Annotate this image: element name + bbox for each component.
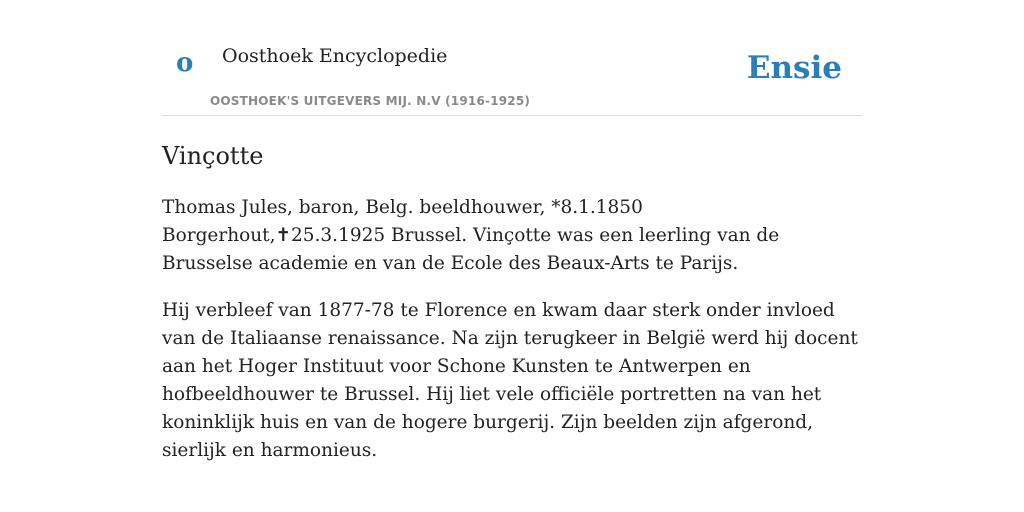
brand-logo-link[interactable]: Ensie bbox=[746, 50, 842, 86]
site-subtitle: OOSTHOEK'S UITGEVERS MIJ. N.V (1916-1925) bbox=[210, 94, 531, 108]
page bbox=[162, 0, 862, 465]
logo-icon[interactable]: o bbox=[176, 48, 194, 78]
entry-paragraph: Thomas Jules, baron, Belg. beeldhouwer, *8.1.1850 Borgerhout,✝25.3.1925 Brussel. Vinçotte was een leerling van de Brusselse academie en van de Ecole des Beaux-Arts te Parijs. bbox=[162, 197, 780, 274]
site-header bbox=[162, 0, 862, 116]
entry-body bbox=[162, 194, 862, 465]
entry-title: Vinçotte bbox=[162, 142, 264, 170]
site-title[interactable]: Oosthoek Encyclopedie bbox=[222, 45, 448, 67]
entry-paragraph: Hij verbleef van 1877-78 te Florence en kwam daar sterk onder invloed van de Italiaanse renaissance. Na zijn terugkeer in België werd hij docent aan het Hoger Instituut voor Schone Kunsten te Antwerpen en hofbeeldhouwer te Brussel. Hij liet vele officiële portretten na van het koninklijk huis en van de hogere burgerij. Zijn beelden zijn afgerond, sierlijk en harmonieus. bbox=[162, 300, 858, 461]
